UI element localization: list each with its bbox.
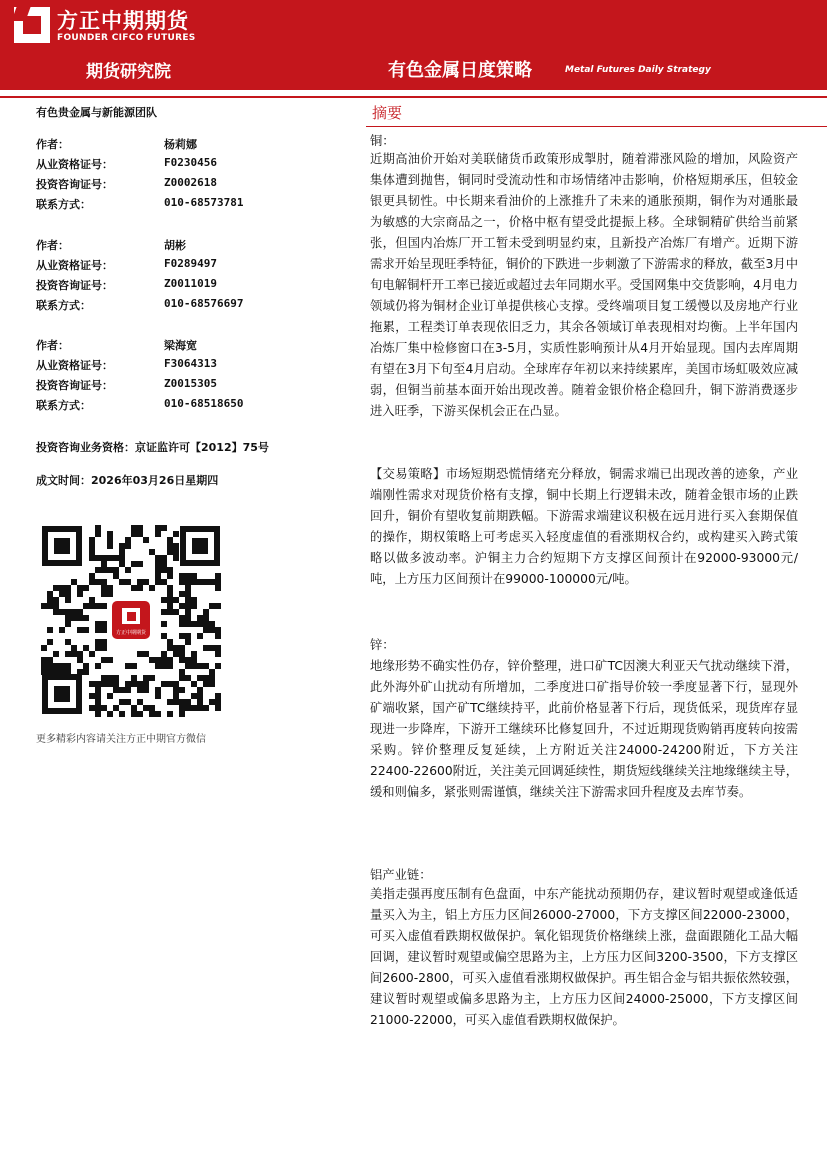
zinc-paragraph: 地缘形势不确实性仍存，锌价整理，进口矿TC因澳大利亚天气扰动继续下滑，此外海外矿山扰动有所增加，二季度进口矿指导价较一季度显著下行，显现外矿端收紧，国产矿TC继续持平，此前价格显著下行后，现货低采，现货库存显现进一步降库，下游开工继续环比修复回升，不过近期现货购销再度转向按需采购。锌价整理反复延续，上方附近关注24000-24200附近，下方关注22400-22600附近，关注美元回调延续性，期货短线继续关注地缘继续主导，缓和则偏多，紧张则需谨慎，继续关注下游需求回升程度及去库节奏。: [370, 659, 798, 799]
author-card: [36, 337, 316, 417]
cert-label: 从业资格证号：: [36, 158, 113, 171]
consult-label: 投资咨询证号：: [36, 279, 113, 292]
consult-number: Z0002618: [164, 176, 217, 189]
cert-number: F3064313: [164, 357, 217, 370]
contact-phone: 010-68518650: [164, 397, 244, 410]
report-title-en: Metal Futures Daily Strategy: [565, 65, 711, 75]
summary-title: 摘要: [372, 104, 403, 122]
brand-logo-icon: [14, 7, 50, 43]
cert-number: F0289497: [164, 257, 217, 270]
copper-paragraph: 近期高油价开始对美联储货币政策形成掣肘，随着滞涨风险的增加，风险资产集体遭到抛售，铜同时受流动性和市场情绪冲击影响，价格短期承压，但较金银更具韧性。中长期来看油价的上涨推升了未来的通胀预期，铜作为对通胀最为敏感的大宗商品之一，价格中枢有望受此提振上移。全球铜精矿供给当前紧张，但国内冶炼厂开工暂未受到明显约束，且新投产冶炼厂有增产。近期下游需求开始呈现旺季特征，铜价的下跌进一步刺激了下游需求的释放，截至3月中旬电解铜杆开工率已接近或超过去年同期水平。受国网集中交货影响，4月电力领域仍将为铜材企业订单提供核心支撑。受终端项目复工缓慢以及房地产行业拖累，工程类订单表现依旧乏力，其余各领域订单表现相对均衡。上半年国内冶炼厂集中检修窗口在3-5月，实质性影响预计从4月开始显现。国内去库周期有望在3月下旬至4月启动。全球库存年初以来持续累库，美国市场虹吸效应减弱，但铜当前基本面开始出现改善。随着金银价格企稳回升，铜下游消费逐步进入旺季，下游买保机会正在凸显。: [370, 152, 798, 418]
brand-name-cn: 方正中期期货: [57, 9, 189, 33]
license-info: 投资咨询业务资格：京证监许可【2012】75号: [36, 441, 269, 454]
department-name: 期货研究院: [86, 62, 171, 82]
team-name: 有色贵金属与新能源团队: [36, 106, 157, 119]
contact-phone: 010-68576697: [164, 297, 244, 310]
report-title: 有色金属日度策略: [388, 60, 532, 81]
header-divider: [0, 96, 827, 98]
copper-label: 铜：: [370, 134, 395, 148]
author-name: 杨莉娜: [164, 138, 197, 151]
report-header: [0, 0, 827, 90]
author-card: [36, 136, 316, 216]
contact-label: 联系方式：: [36, 399, 91, 412]
author-card: [36, 237, 316, 317]
consult-number: Z0015305: [164, 377, 217, 390]
contact-phone: 010-68573781: [164, 196, 244, 209]
publish-date: 成文时间：2026年03月26日星期四: [36, 474, 219, 487]
wechat-qr-code[interactable]: [36, 520, 226, 720]
author-name: 胡彬: [164, 239, 186, 252]
consult-number: Z0011019: [164, 277, 217, 290]
qr-caption: 更多精彩内容请关注方正中期官方微信: [36, 734, 206, 745]
cert-label: 从业资格证号：: [36, 359, 113, 372]
consult-label: 投资咨询证号：: [36, 178, 113, 191]
brand-name-en: FOUNDER CIFCO FUTURES: [57, 33, 196, 43]
copper-strategy-paragraph: 【交易策略】市场短期恐慌情绪充分释放，铜需求端已出现改善的迹象，产业端刚性需求对现货价格有支撑，铜中长期上行逻辑未改，随着金银市场的止跌回升，铜价有望收复前期跌幅。下游需求端建议积极在远月进行买入套期保值的操作，期权策略上可考虑买入轻度虚值的看涨期权合约，或构建买入跨式策略以做多波动率。沪铜主力合约短期下方支撑区间预计在92000-93000元/吨，上方压力区间预计在99000-100000元/吨。: [370, 467, 798, 586]
author-name: 梁海宽: [164, 339, 197, 352]
zinc-label: 锌：: [370, 638, 395, 652]
cert-number: F0230456: [164, 156, 217, 169]
aluminum-paragraph: 美指走强再度压制有色盘面，中东产能扰动预期仍存，建议暂时观望或逢低适量买入为主，铝上方压力区间26000-27000，下方支撑区间22000-23000，可买入虚值看跌期权做保护。氧化铝现货价格继续上涨，盘面跟随化工品大幅回调，建议暂时观望或偏空思路为主，上方压力区间3200-3500，下方支撑区间2600-2800，可买入虚值看涨期权做保护。再生铝合金与铝共振依然较强，建议暂时观望或偏多思路为主，上方压力区间24000-25000，下方支撑区间21000-22000，可买入虚值看跌期权做保护。: [370, 887, 798, 1027]
aluminum-label: 铝产业链：: [370, 868, 432, 882]
author-label: 作者：: [36, 339, 69, 352]
author-label: 作者：: [36, 239, 69, 252]
qr-logo-text: 方正中期期货: [115, 630, 147, 636]
contact-label: 联系方式：: [36, 299, 91, 312]
summary-divider: [366, 126, 827, 127]
consult-label: 投资咨询证号：: [36, 379, 113, 392]
contact-label: 联系方式：: [36, 198, 91, 211]
cert-label: 从业资格证号：: [36, 259, 113, 272]
author-label: 作者：: [36, 138, 69, 151]
